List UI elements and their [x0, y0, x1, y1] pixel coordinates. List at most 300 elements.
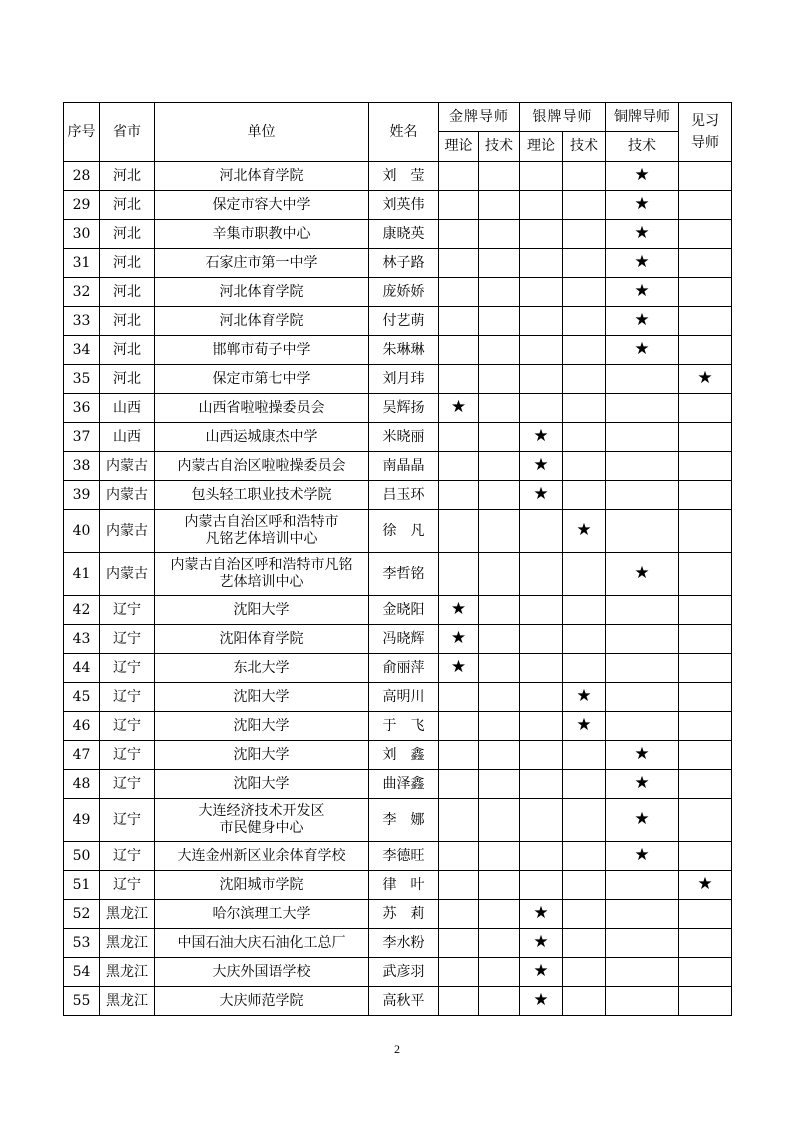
cell-silver-tech	[563, 958, 606, 987]
cell-serial-no: 29	[64, 191, 100, 220]
star-icon: ★	[450, 628, 467, 648]
cell-gold-tech	[479, 625, 520, 654]
cell-gold-tech	[479, 307, 520, 336]
cell-bronze-tech	[606, 987, 679, 1016]
cell-gold-tech	[479, 900, 520, 929]
cell-intern	[679, 799, 732, 842]
table-row	[64, 770, 732, 799]
cell-name: 高秋平	[369, 987, 439, 1016]
cell-gold-tech	[479, 712, 520, 741]
cell-unit-line: 山西省啦啦操委员会	[198, 399, 325, 416]
cell-province: 辽宁	[100, 799, 155, 842]
cell-province: 辽宁	[100, 683, 155, 712]
cell-province: 黑龙江	[100, 929, 155, 958]
star-icon: ★	[450, 397, 467, 417]
cell-unit	[155, 452, 369, 481]
cell-name: 高明川	[369, 683, 439, 712]
table-row	[64, 654, 732, 683]
cell-serial-no: 50	[64, 842, 100, 871]
cell-bronze-tech	[606, 871, 679, 900]
cell-serial-no: 52	[64, 900, 100, 929]
table-row	[64, 394, 732, 423]
cell-serial-no: 37	[64, 423, 100, 452]
star-icon: ★	[533, 990, 549, 1010]
cell-gold-theory	[439, 900, 479, 929]
cell-serial-no: 53	[64, 929, 100, 958]
cell-silver-tech	[563, 741, 606, 770]
header-gold-theory: 理论	[439, 132, 479, 162]
cell-bronze-tech	[606, 900, 679, 929]
cell-province: 辽宁	[100, 842, 155, 871]
cell-unit	[155, 553, 369, 596]
table-row	[64, 220, 732, 249]
cell-province: 内蒙古	[100, 510, 155, 553]
cell-unit	[155, 481, 369, 510]
cell-silver-tech	[563, 987, 606, 1016]
cell-silver-theory	[520, 900, 563, 929]
cell-province: 河北	[100, 365, 155, 394]
cell-silver-theory	[520, 799, 563, 842]
cell-unit-line: 大庆外国语学校	[212, 963, 311, 980]
cell-unit	[155, 191, 369, 220]
cell-silver-theory	[520, 510, 563, 553]
cell-gold-theory	[439, 510, 479, 553]
cell-silver-theory	[520, 741, 563, 770]
cell-province: 山西	[100, 423, 155, 452]
cell-unit	[155, 842, 369, 871]
star-icon: ★	[450, 599, 467, 619]
cell-unit-line: 内蒙古自治区呼和浩特市	[184, 514, 339, 530]
table-row	[64, 307, 732, 336]
star-icon: ★	[634, 252, 650, 272]
cell-gold-theory	[439, 741, 479, 770]
cell-name: 李水粉	[369, 929, 439, 958]
cell-unit-line: 大连经济技术开发区	[198, 803, 325, 819]
cell-silver-theory	[520, 278, 563, 307]
cell-province: 辽宁	[100, 654, 155, 683]
cell-silver-tech	[563, 683, 606, 712]
cell-intern	[679, 336, 732, 365]
cell-gold-tech	[479, 423, 520, 452]
cell-serial-no: 41	[64, 553, 100, 596]
cell-gold-tech	[479, 510, 520, 553]
cell-unit-line: 哈尔滨理工大学	[212, 905, 311, 922]
cell-gold-theory	[439, 770, 479, 799]
star-icon: ★	[634, 165, 650, 185]
cell-unit-line: 保定市容大中学	[212, 196, 311, 213]
cell-bronze-tech	[606, 741, 679, 770]
cell-bronze-tech	[606, 799, 679, 842]
cell-unit-line: 大连金州新区业余体育学校	[177, 847, 346, 864]
cell-gold-theory	[439, 220, 479, 249]
cell-province: 内蒙古	[100, 481, 155, 510]
cell-province: 河北	[100, 191, 155, 220]
cell-silver-theory	[520, 162, 563, 191]
cell-province: 辽宁	[100, 625, 155, 654]
star-icon: ★	[697, 368, 713, 388]
cell-unit-line: 山西运城康杰中学	[205, 428, 318, 445]
cell-silver-theory	[520, 958, 563, 987]
cell-province: 河北	[100, 307, 155, 336]
cell-unit	[155, 683, 369, 712]
cell-unit	[155, 394, 369, 423]
cell-name: 于 飞	[369, 712, 439, 741]
cell-gold-theory	[439, 249, 479, 278]
cell-silver-theory	[520, 452, 563, 481]
cell-bronze-tech	[606, 770, 679, 799]
cell-silver-theory	[520, 191, 563, 220]
cell-bronze-tech	[606, 625, 679, 654]
header-silver-theory: 理论	[520, 132, 563, 162]
cell-silver-theory	[520, 220, 563, 249]
cell-province: 黑龙江	[100, 958, 155, 987]
cell-intern	[679, 220, 732, 249]
page-number: 2	[394, 1042, 400, 1056]
cell-intern	[679, 365, 732, 394]
star-icon: ★	[634, 310, 650, 330]
cell-silver-tech	[563, 162, 606, 191]
cell-name: 徐 凡	[369, 510, 439, 553]
cell-gold-theory	[439, 654, 479, 683]
star-icon: ★	[634, 339, 650, 359]
header-bronze-tech: 技术	[606, 132, 679, 162]
cell-silver-theory	[520, 365, 563, 394]
cell-name: 米晓丽	[369, 423, 439, 452]
cell-silver-tech	[563, 770, 606, 799]
cell-intern	[679, 307, 732, 336]
cell-unit-line: 内蒙古自治区呼和浩特市凡铭	[170, 557, 353, 573]
cell-unit-line: 大庆师范学院	[219, 992, 304, 1009]
mentor-roster-table	[63, 102, 732, 1016]
cell-silver-theory	[520, 871, 563, 900]
cell-province: 河北	[100, 220, 155, 249]
star-icon: ★	[634, 563, 650, 583]
cell-serial-no: 40	[64, 510, 100, 553]
cell-name: 苏 莉	[369, 900, 439, 929]
cell-gold-theory	[439, 958, 479, 987]
cell-unit-line: 邯郸市荀子中学	[212, 341, 311, 358]
cell-gold-theory	[439, 481, 479, 510]
cell-serial-no: 33	[64, 307, 100, 336]
star-icon: ★	[576, 686, 592, 706]
cell-silver-tech	[563, 307, 606, 336]
cell-name: 付艺萌	[369, 307, 439, 336]
star-icon: ★	[533, 455, 549, 475]
cell-unit-line: 沈阳大学	[233, 601, 290, 618]
cell-unit-line: 河北体育学院	[219, 312, 304, 329]
cell-gold-theory	[439, 278, 479, 307]
cell-bronze-tech	[606, 481, 679, 510]
cell-gold-theory	[439, 625, 479, 654]
cell-name: 曲泽鑫	[369, 770, 439, 799]
cell-bronze-tech	[606, 249, 679, 278]
cell-intern	[679, 625, 732, 654]
cell-unit-line: 沈阳大学	[233, 746, 290, 763]
cell-gold-tech	[479, 842, 520, 871]
cell-serial-no: 28	[64, 162, 100, 191]
cell-serial-no: 47	[64, 741, 100, 770]
cell-intern	[679, 654, 732, 683]
cell-intern	[679, 510, 732, 553]
cell-bronze-tech	[606, 365, 679, 394]
cell-gold-tech	[479, 871, 520, 900]
cell-province: 辽宁	[100, 770, 155, 799]
cell-name: 朱琳琳	[369, 336, 439, 365]
cell-unit	[155, 510, 369, 553]
cell-province: 河北	[100, 162, 155, 191]
cell-name: 李德旺	[369, 842, 439, 871]
cell-unit	[155, 278, 369, 307]
cell-gold-theory	[439, 799, 479, 842]
cell-gold-tech	[479, 278, 520, 307]
cell-silver-tech	[563, 336, 606, 365]
cell-serial-no: 30	[64, 220, 100, 249]
table-row	[64, 842, 732, 871]
table-row	[64, 712, 732, 741]
cell-serial-no: 44	[64, 654, 100, 683]
cell-province: 辽宁	[100, 596, 155, 625]
cell-silver-tech	[563, 625, 606, 654]
cell-silver-theory	[520, 336, 563, 365]
header-gold-mentor: 金牌导师	[439, 103, 520, 132]
cell-unit-line: 辛集市职教中心	[212, 225, 311, 242]
cell-bronze-tech	[606, 307, 679, 336]
cell-gold-theory	[439, 553, 479, 596]
cell-unit	[155, 799, 369, 842]
table-row	[64, 162, 732, 191]
cell-bronze-tech	[606, 683, 679, 712]
table-row	[64, 799, 732, 842]
table-row	[64, 510, 732, 553]
cell-intern	[679, 929, 732, 958]
cell-province: 辽宁	[100, 712, 155, 741]
cell-province: 山西	[100, 394, 155, 423]
cell-gold-tech	[479, 596, 520, 625]
cell-silver-theory	[520, 394, 563, 423]
cell-gold-tech	[479, 770, 520, 799]
header-name: 姓名	[369, 103, 439, 162]
cell-silver-theory	[520, 770, 563, 799]
cell-serial-no: 54	[64, 958, 100, 987]
cell-gold-tech	[479, 553, 520, 596]
cell-name: 武彦羽	[369, 958, 439, 987]
cell-bronze-tech	[606, 510, 679, 553]
cell-silver-tech	[563, 365, 606, 394]
table-row	[64, 900, 732, 929]
cell-bronze-tech	[606, 958, 679, 987]
cell-intern	[679, 596, 732, 625]
cell-name: 俞丽萍	[369, 654, 439, 683]
cell-gold-tech	[479, 365, 520, 394]
cell-bronze-tech	[606, 929, 679, 958]
cell-intern	[679, 741, 732, 770]
cell-unit-line: 沈阳大学	[233, 717, 290, 734]
cell-silver-tech	[563, 871, 606, 900]
cell-unit	[155, 929, 369, 958]
cell-bronze-tech	[606, 553, 679, 596]
cell-silver-theory	[520, 987, 563, 1016]
cell-silver-tech	[563, 191, 606, 220]
header-intern-mentor-text: 见习导师	[690, 113, 719, 151]
cell-unit-line: 沈阳大学	[233, 775, 290, 792]
table-row	[64, 249, 732, 278]
cell-bronze-tech	[606, 712, 679, 741]
cell-intern	[679, 842, 732, 871]
cell-silver-theory	[520, 842, 563, 871]
cell-intern	[679, 278, 732, 307]
cell-serial-no: 31	[64, 249, 100, 278]
table-row	[64, 741, 732, 770]
header-row-top	[64, 103, 732, 132]
cell-silver-theory	[520, 683, 563, 712]
cell-gold-tech	[479, 799, 520, 842]
star-icon: ★	[634, 809, 650, 829]
header-gold-tech: 技术	[479, 132, 520, 162]
cell-name: 冯晓辉	[369, 625, 439, 654]
cell-silver-theory	[520, 423, 563, 452]
cell-intern	[679, 900, 732, 929]
cell-gold-tech	[479, 336, 520, 365]
cell-silver-tech	[563, 842, 606, 871]
cell-province: 黑龙江	[100, 987, 155, 1016]
cell-unit-line: 艺体培训中心	[219, 574, 304, 590]
cell-intern	[679, 553, 732, 596]
cell-intern	[679, 191, 732, 220]
cell-silver-tech	[563, 900, 606, 929]
cell-serial-no: 34	[64, 336, 100, 365]
table-row	[64, 596, 732, 625]
table-row	[64, 958, 732, 987]
cell-intern	[679, 162, 732, 191]
cell-gold-tech	[479, 683, 520, 712]
cell-province: 河北	[100, 336, 155, 365]
cell-unit-line: 河北体育学院	[219, 283, 304, 300]
cell-serial-no: 39	[64, 481, 100, 510]
cell-serial-no: 46	[64, 712, 100, 741]
cell-province: 内蒙古	[100, 452, 155, 481]
cell-serial-no: 43	[64, 625, 100, 654]
cell-gold-theory	[439, 394, 479, 423]
cell-silver-tech	[563, 799, 606, 842]
cell-serial-no: 48	[64, 770, 100, 799]
table-row	[64, 929, 732, 958]
cell-province: 辽宁	[100, 741, 155, 770]
cell-name: 刘英伟	[369, 191, 439, 220]
cell-bronze-tech	[606, 162, 679, 191]
cell-serial-no: 55	[64, 987, 100, 1016]
cell-silver-theory	[520, 596, 563, 625]
cell-bronze-tech	[606, 394, 679, 423]
header-intern-mentor	[679, 103, 732, 162]
table-row	[64, 553, 732, 596]
cell-unit-line: 东北大学	[233, 659, 290, 676]
cell-silver-theory	[520, 654, 563, 683]
cell-unit-line: 市民健身中心	[219, 820, 304, 836]
table-row	[64, 191, 732, 220]
cell-unit-line: 保定市第七中学	[212, 370, 311, 387]
cell-unit	[155, 249, 369, 278]
cell-unit	[155, 958, 369, 987]
header-silver-tech: 技术	[563, 132, 606, 162]
cell-intern	[679, 481, 732, 510]
star-icon: ★	[634, 281, 650, 301]
cell-serial-no: 38	[64, 452, 100, 481]
cell-silver-theory	[520, 625, 563, 654]
cell-intern	[679, 987, 732, 1016]
cell-gold-theory	[439, 191, 479, 220]
cell-silver-tech	[563, 596, 606, 625]
cell-gold-tech	[479, 929, 520, 958]
cell-silver-theory	[520, 929, 563, 958]
roster-body	[64, 162, 732, 1016]
header-silver-mentor: 银牌导师	[520, 103, 606, 132]
cell-gold-tech	[479, 191, 520, 220]
cell-gold-tech	[479, 452, 520, 481]
star-icon: ★	[634, 773, 650, 793]
cell-unit	[155, 625, 369, 654]
cell-province: 黑龙江	[100, 900, 155, 929]
table-row	[64, 625, 732, 654]
cell-serial-no: 45	[64, 683, 100, 712]
cell-gold-tech	[479, 162, 520, 191]
table-row	[64, 365, 732, 394]
cell-unit-line: 石家庄市第一中学	[205, 254, 318, 271]
cell-unit	[155, 307, 369, 336]
star-icon: ★	[697, 874, 713, 894]
cell-name: 康晓英	[369, 220, 439, 249]
cell-gold-theory	[439, 871, 479, 900]
cell-intern	[679, 423, 732, 452]
cell-gold-theory	[439, 596, 479, 625]
cell-silver-tech	[563, 510, 606, 553]
cell-unit	[155, 365, 369, 394]
cell-bronze-tech	[606, 336, 679, 365]
cell-bronze-tech	[606, 278, 679, 307]
cell-unit-line: 沈阳大学	[233, 688, 290, 705]
cell-silver-tech	[563, 481, 606, 510]
cell-gold-theory	[439, 712, 479, 741]
cell-gold-tech	[479, 654, 520, 683]
cell-name: 林子路	[369, 249, 439, 278]
cell-intern	[679, 871, 732, 900]
cell-gold-theory	[439, 162, 479, 191]
star-icon: ★	[576, 715, 592, 735]
cell-silver-tech	[563, 394, 606, 423]
cell-unit	[155, 596, 369, 625]
cell-name: 李哲铭	[369, 553, 439, 596]
cell-unit	[155, 741, 369, 770]
cell-province: 河北	[100, 249, 155, 278]
table-row	[64, 987, 732, 1016]
cell-bronze-tech	[606, 596, 679, 625]
star-icon: ★	[533, 932, 549, 952]
cell-gold-tech	[479, 481, 520, 510]
cell-gold-theory	[439, 929, 479, 958]
cell-intern	[679, 712, 732, 741]
cell-province: 内蒙古	[100, 553, 155, 596]
cell-unit	[155, 336, 369, 365]
cell-province: 河北	[100, 278, 155, 307]
cell-silver-tech	[563, 929, 606, 958]
star-icon: ★	[634, 845, 650, 865]
cell-intern	[679, 249, 732, 278]
cell-name: 金晓阳	[369, 596, 439, 625]
cell-bronze-tech	[606, 654, 679, 683]
cell-silver-tech	[563, 249, 606, 278]
cell-gold-tech	[479, 958, 520, 987]
cell-name: 刘 莹	[369, 162, 439, 191]
cell-unit	[155, 900, 369, 929]
